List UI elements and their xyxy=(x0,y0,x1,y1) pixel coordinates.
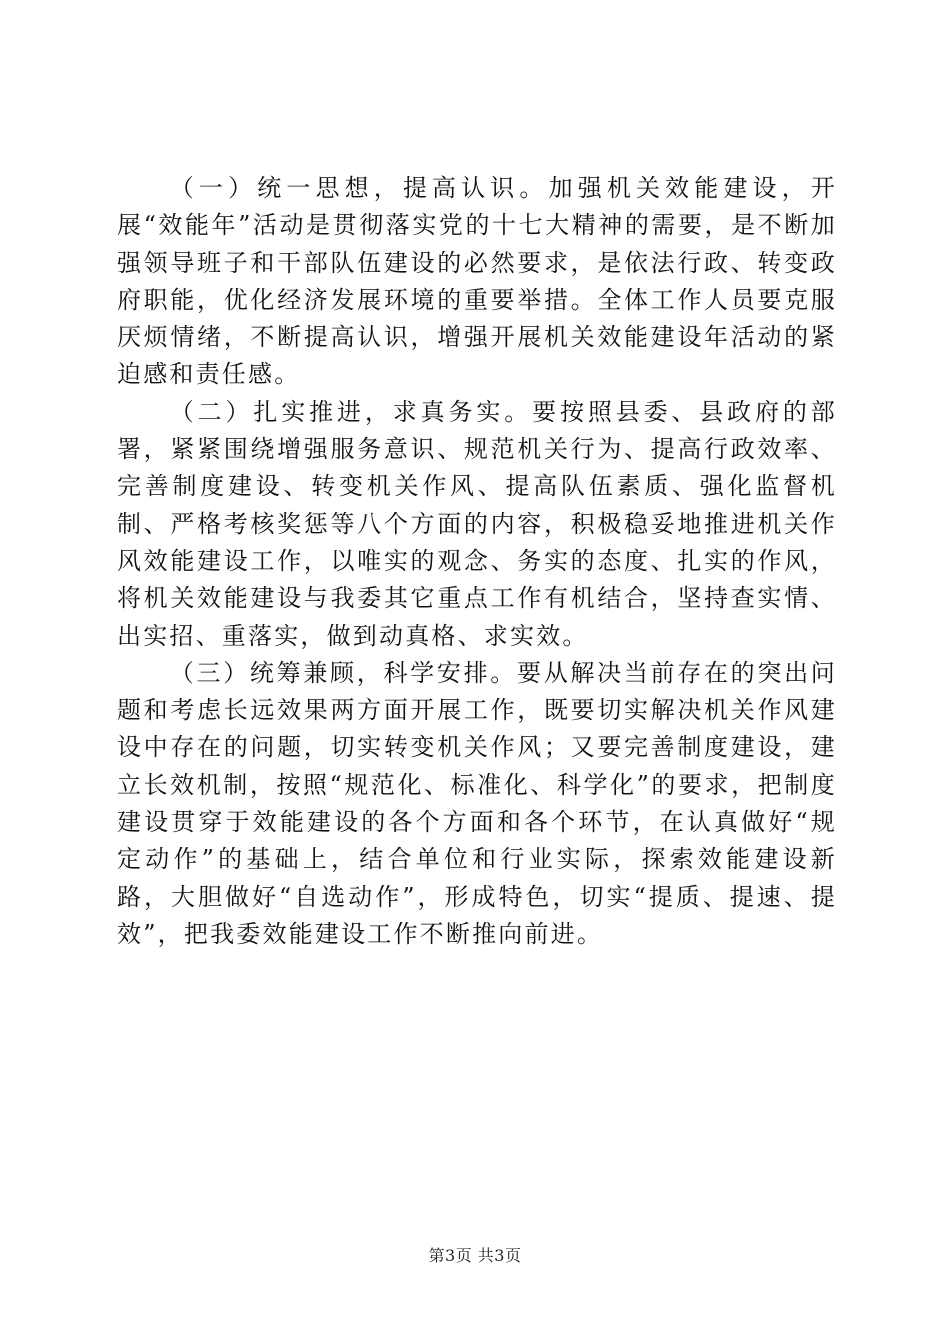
paragraph-overall-planning: （三）统筹兼顾，科学安排。要从解决当前存在的突出问题和考虑长远效果两方面开展工作，既要切实解决机关作风建设中存在的问题，切实转变机关作风；又要完善制度建设，建立长效机制，按照“规范化、标准化、科学化”的要求，把制度建设贯穿于效能建设的各个方面和各个环节，在认真做好“规定动作”的基础上，结合单位和行业实际，探索效能建设新路，大胆做好“自选动作”，形成特色，切实“提质、提速、提效”，把我委效能建设工作不断推向前进。 xyxy=(117,658,837,948)
page-number-footer: 第3页 共3页 xyxy=(428,1246,522,1265)
paragraph-steady-progress: （二）扎实推进，求真务实。要按照县委、县政府的部署，紧紧围绕增强服务意识、规范机关行为、提高行政效率、完善制度建设、转变机关作风、提高队伍素质、强化监督机制、严格考核奖惩等八个方面的内容，积极稳妥地推进机关作风效能建设工作，以唯实的观念、务实的态度、扎实的作风，将机关效能建设与我委其它重点工作有机结合，坚持查实情、出实招、重落实，做到动真格、求实效。 xyxy=(117,397,837,650)
document-body xyxy=(117,170,837,953)
paragraph-unify-thinking: （一）统一思想，提高认识。加强机关效能建设，开展“效能年”活动是贯彻落实党的十七大精神的需要，是不断加强领导班子和干部队伍建设的必然要求，是依法行政、转变政府职能，优化经济发展环境的重要举措。全体工作人员要克服厌烦情绪，不断提高认识，增强开展机关效能建设年活动的紧迫感和责任感。 xyxy=(117,174,837,389)
